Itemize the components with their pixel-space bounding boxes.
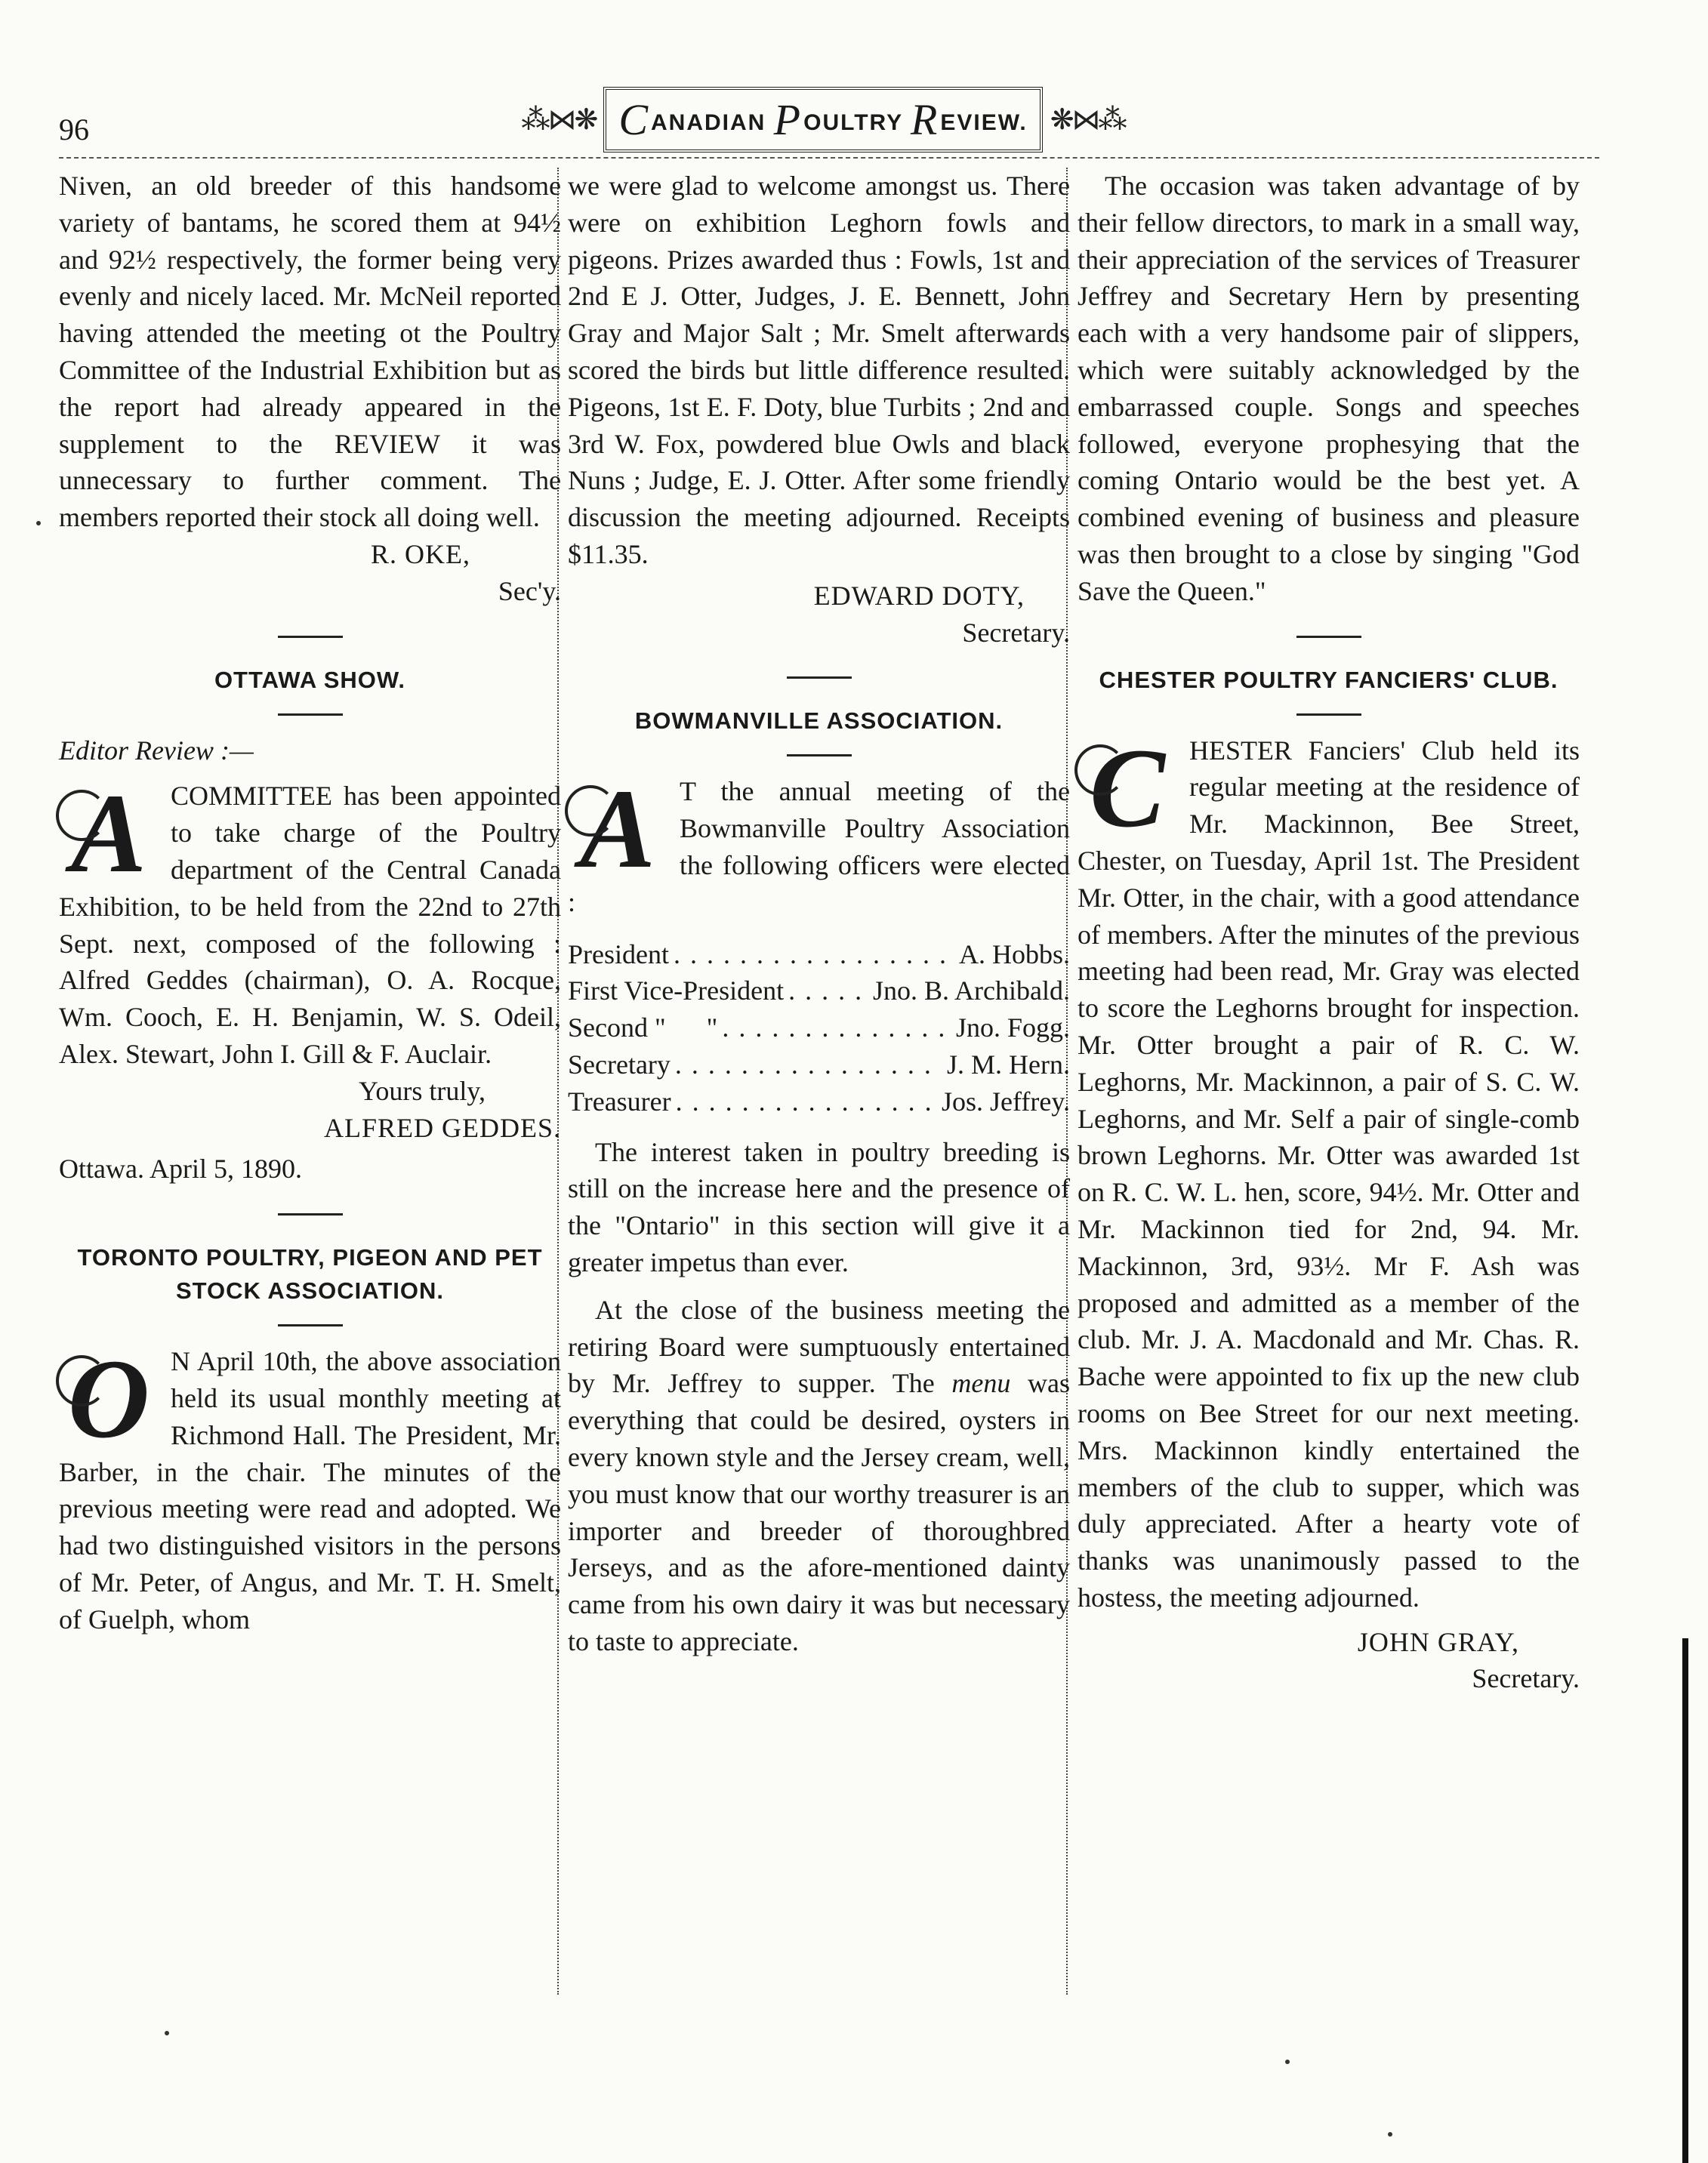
toronto-meeting-paragraph: N April 10th, the above association held its usual monthly meeting at Richmond Hall. The President, Mr. Barber, in the chair. The minutes of the previous meeting were read and adopted. We had two distinguished visitors in the persons of Mr. Peter, of Angus, and Mr. T. H. Smelt, of Guelph, whom	[59, 1346, 561, 1635]
ottawa-committee-paragraph: COMMITTEE has been appointed to take charge of the Poultry department of the Central Canada Exhibition, to be held from the 22nd to 27th Sept. next, composed of the following : Alfred Geddes (chairman), O. A. Rocque, Wm. Cooch, E. H. Benjamin, W. S. Odeil, Alex. Stewart, John I. Gill & F. Auclair.	[59, 781, 561, 1069]
doty-title: Secretary.	[962, 617, 1070, 648]
toronto-association-heading: TORONTO POULTRY, PIGEON AND PET STOCK ASSOCIATION.	[77, 1244, 543, 1305]
ottawa-closing: Yours truly,	[358, 1075, 486, 1106]
swirl-ornament-icon	[1074, 744, 1126, 796]
chester-club-heading: CHESTER POULTRY FANCIERS' CLUB.	[1099, 666, 1558, 693]
bowmanville-intro-paragraph: T the annual meeting of the Bowmanville Poultry Association the following officers were elected :	[568, 776, 1070, 917]
slippers-paragraph: The occasion was taken advantage of by their fellow directors, to mark in a small way, their appreciation of the services of Treasurer Jeffrey and Secretary Hern by presenting each with a very handsome pair of slippers, which were suitably acknowledged by the embarrassed couple. Songs and speeches followed, everyone prophesying that the coming Ontario would be the best yet. A combined evening of business and pleasure was then brought to a close by singing "God Save the Queen."	[1078, 171, 1580, 606]
bowmanville-heading: BOWMANVILLE ASSOCIATION.	[634, 707, 1004, 735]
drop-cap-letter: A	[70, 771, 147, 897]
section-separator	[787, 754, 852, 756]
menu-word: menu	[951, 1368, 1011, 1399]
officers-list	[568, 929, 1070, 1120]
section-separator	[278, 636, 343, 638]
officer-name: Jno. Fogg.	[955, 1012, 1070, 1043]
drop-cap-letter: C	[1089, 725, 1166, 851]
drop-cap-c	[1078, 725, 1177, 851]
officer-role: Secretary	[568, 1049, 671, 1080]
supper-text-a: At the close of the business meeting the retiring Board were sumptuously entertained by Mr. Jeffrey to supper. The	[568, 1294, 1070, 1399]
title-word-3: EVIEW.	[940, 109, 1028, 135]
officer-name: J. M. Hern.	[947, 1049, 1070, 1080]
section-separator	[787, 676, 852, 679]
title-word-1: ANADIAN	[651, 109, 766, 135]
page-number: 96	[59, 112, 89, 146]
ottawa-salutation: Editor Review :—	[59, 735, 254, 766]
officer-row	[568, 1083, 1070, 1120]
section-separator	[278, 1213, 343, 1216]
officer-role: First Vice-President	[568, 975, 785, 1006]
print-speck	[1388, 2132, 1392, 2137]
interest-paragraph: The interest taken in poultry breeding is still on the increase here and the presence of the "Ontario" in this section will give it a greater impetus than ever.	[568, 1136, 1070, 1277]
officer-row	[568, 1046, 1070, 1083]
scan-edge-bar	[1682, 1638, 1688, 2163]
chester-meeting-paragraph: HESTER Fanciers' Club held its regular meeting at the residence of Mr. Mackinnon, Bee Street, Chester, on Tuesday, April 1st. The President Mr. Otter, in the chair, with a good attendance of members. After the minutes of the previous meeting had been read, Mr. Gray was elected to score the Leghorns brought for inspection. Mr. Otter brought a pair of R. C. W. Leghorns, Mr. Mackinnon, a pair of S. C. W. Leghorns, and Mr. Self a pair of single-comb brown Leghorns. Mr. Otter was awarded 1st on R. C. W. L. hen, score, 94½. Mr. Otter and Mr. Mackinnon tied for 2nd, 94. Mr. Mackinnon, 3rd, 93½. Mr F. Ash was proposed and admitted as a member of the club. Mr. J. A. Macdonald and Mr. Chas. R. Bache were appointed to fix up the new club rooms on Bee Street for our next meeting. Mrs. Mackinnon kindly entertained the members of the club to supper, which was duly appreciated. After a hearty vote of thanks was unanimously passed to the hostess, the meeting adjourned.	[1078, 735, 1580, 1613]
section-separator	[278, 713, 343, 716]
drop-cap-a	[568, 766, 667, 892]
toronto-continued-paragraph: we were glad to welcome amongst us. There were on exhibition Leghorn fowls and pigeons. Prizes awarded thus : Fowls, 1st and 2nd E J. Otter, Judges, J. E. Bennett, John Gray and Major Salt ; Mr. Smelt afterwards scored the birds but little difference resulted. Pigeons, 1st E. F. Doty, blue Turbits ; 2nd and 3rd W. Fox, powdered blue Owls and black Nuns ; Judge, E. J. Otter. After some friendly discussion the meeting adjourned. Receipts $11.35.	[568, 171, 1070, 569]
column-3	[1078, 168, 1580, 1697]
officer-role: Treasurer	[568, 1086, 671, 1117]
officer-role: President	[568, 938, 669, 969]
print-speck	[165, 2031, 169, 2035]
supper-text-b: was everything that could be desired, oysters in every known style and the Jersey cream, well, you must know that our worthy treasurer is an importer and breeder of thoroughbred Jerseys, and as the afore-mentioned dainty came from his own dairy it was but necessary to taste to appreciate.	[568, 1368, 1070, 1656]
gray-signature: JOHN GRAY,	[1357, 1626, 1519, 1657]
title-cap-2: P	[773, 94, 803, 144]
ornament-right-icon: ❋⋈⁂	[1050, 103, 1125, 136]
doty-signature: EDWARD DOTY,	[813, 580, 1025, 611]
officer-name: A. Hobbs.	[958, 938, 1070, 969]
swirl-ornament-icon	[56, 1355, 107, 1407]
print-speck	[1285, 2060, 1290, 2064]
print-speck	[36, 521, 41, 525]
officer-row	[568, 1009, 1070, 1046]
drop-cap-o	[59, 1336, 159, 1462]
header-rule	[59, 157, 1599, 159]
section-separator	[278, 1324, 343, 1326]
officer-name: Jos. Jeffrey.	[942, 1086, 1070, 1117]
supper-paragraph	[568, 1292, 1070, 1660]
mcneil-report-paragraph: Niven, an old breeder of this handsome variety of bantams, he scored them at 94½ and 92½ respectively, the former being very evenly and nicely laced. Mr. McNeil reported having attended the meeting ot the Poultry Committee of the Industrial Exhibition but as the report had already appeared in the supplement to the REVIEW it was unnecessary to further comment. The members reported their stock all doing well.	[59, 171, 561, 533]
swirl-ornament-icon	[56, 790, 107, 841]
swirl-ornament-icon	[565, 785, 616, 837]
geddes-signature: ALFRED GEDDES.	[323, 1112, 561, 1143]
officer-row	[568, 972, 1070, 1009]
drop-cap-a	[59, 771, 159, 897]
officer-row	[568, 936, 1070, 973]
drop-cap-letter: O	[67, 1336, 150, 1462]
masthead	[521, 85, 1125, 154]
officer-role: Second " "	[568, 1012, 718, 1043]
officer-name: Jno. B. Archibald.	[873, 975, 1070, 1006]
ornament-left-icon: ⁂⋈❋	[521, 103, 597, 136]
section-separator	[1296, 713, 1361, 716]
title-cap-3: R	[910, 94, 939, 144]
section-separator	[1296, 636, 1361, 638]
gray-title: Secretary.	[1472, 1663, 1580, 1694]
ottawa-date: Ottawa. April 5, 1890.	[59, 1154, 302, 1185]
oke-signature: R. OKE,	[371, 538, 470, 569]
drop-cap-letter: A	[579, 766, 656, 892]
journal-title	[603, 87, 1042, 153]
title-cap-1: C	[618, 94, 649, 144]
column-1	[59, 168, 561, 1638]
ottawa-show-heading: OTTAWA SHOW.	[214, 666, 406, 693]
column-2	[568, 168, 1070, 1660]
oke-title: Sec'y.	[498, 575, 561, 606]
title-word-2: OULTRY	[803, 109, 903, 135]
